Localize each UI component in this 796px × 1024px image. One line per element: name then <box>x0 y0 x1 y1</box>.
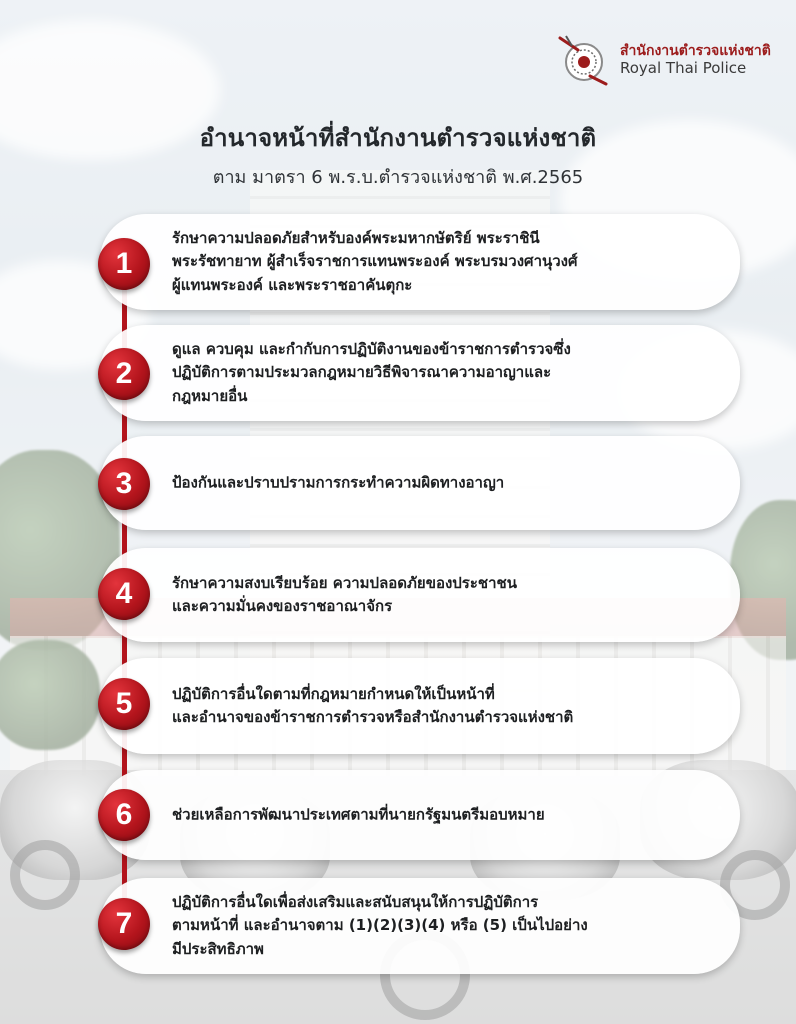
list-item <box>100 878 740 974</box>
police-emblem-icon <box>556 32 612 88</box>
duty-text: ปฏิบัติการอื่นใดเพื่อส่งเสริมและสนับสนุนให้การปฏิบัติการ ตามหน้าที่ และอำนาจตาม (1)(2)(3)(4) หรือ (5) เป็นไปอย่าง มีประสิทธิภาพ <box>172 893 588 958</box>
list-item <box>100 658 740 754</box>
logo <box>556 32 771 88</box>
number-badge: 7 <box>98 898 150 950</box>
number-badge: 2 <box>98 348 150 400</box>
number-badge: 6 <box>98 789 150 841</box>
number-badge: 4 <box>98 568 150 620</box>
duty-text: รักษาความปลอดภัยสำหรับองค์พระมหากษัตริย์ พระราชินี พระรัชทายาท ผู้สำเร็จราชการแทนพระองค์ พระบรมวงศานุวงศ์ ผู้แทนพระองค์ และพระราชอาคันตุกะ <box>172 229 578 294</box>
list-item <box>100 214 740 310</box>
list-item <box>100 770 740 860</box>
duty-text: ปฏิบัติการอื่นใดตามที่กฎหมายกำหนดให้เป็นหน้าที่ และอำนาจของข้าราชการตำรวจหรือสำนักงานตำรวจแห่งชาติ <box>172 684 574 726</box>
duty-text: ดูแล ควบคุม และกำกับการปฏิบัติงานของข้าราชการตำรวจซึ่ง ปฏิบัติการตามประมวลกฎหมายวิธีพิจารณาความอาญาและ กฎหมายอื่น <box>172 340 571 405</box>
duty-text: ช่วยเหลือการพัฒนาประเทศตามที่นายกรัฐมนตรีมอบหมาย <box>172 805 545 824</box>
duty-text: รักษาความสงบเรียบร้อย ความปลอดภัยของประชาชน และความมั่นคงของราชอาณาจักร <box>172 573 517 615</box>
number-badge: 5 <box>98 678 150 730</box>
list-item <box>100 325 740 421</box>
page-title: อำนาจหน้าที่สำนักงานตำรวจแห่งชาติ <box>199 124 597 152</box>
list-item <box>100 548 740 642</box>
page-subtitle: ตาม มาตรา 6 พ.ร.บ.ตำรวจแห่งชาติ พ.ศ.2565 <box>212 167 584 188</box>
list-item <box>100 436 740 530</box>
duty-text: ป้องกันและปราบปรามการกระทำความผิดทางอาญา <box>172 473 505 492</box>
logo-name-english: Royal Thai Police <box>620 59 747 78</box>
number-badge: 3 <box>98 458 150 510</box>
logo-name-thai: สำนักงานตำรวจแห่งชาติ <box>620 42 771 59</box>
number-badge: 1 <box>98 238 150 290</box>
